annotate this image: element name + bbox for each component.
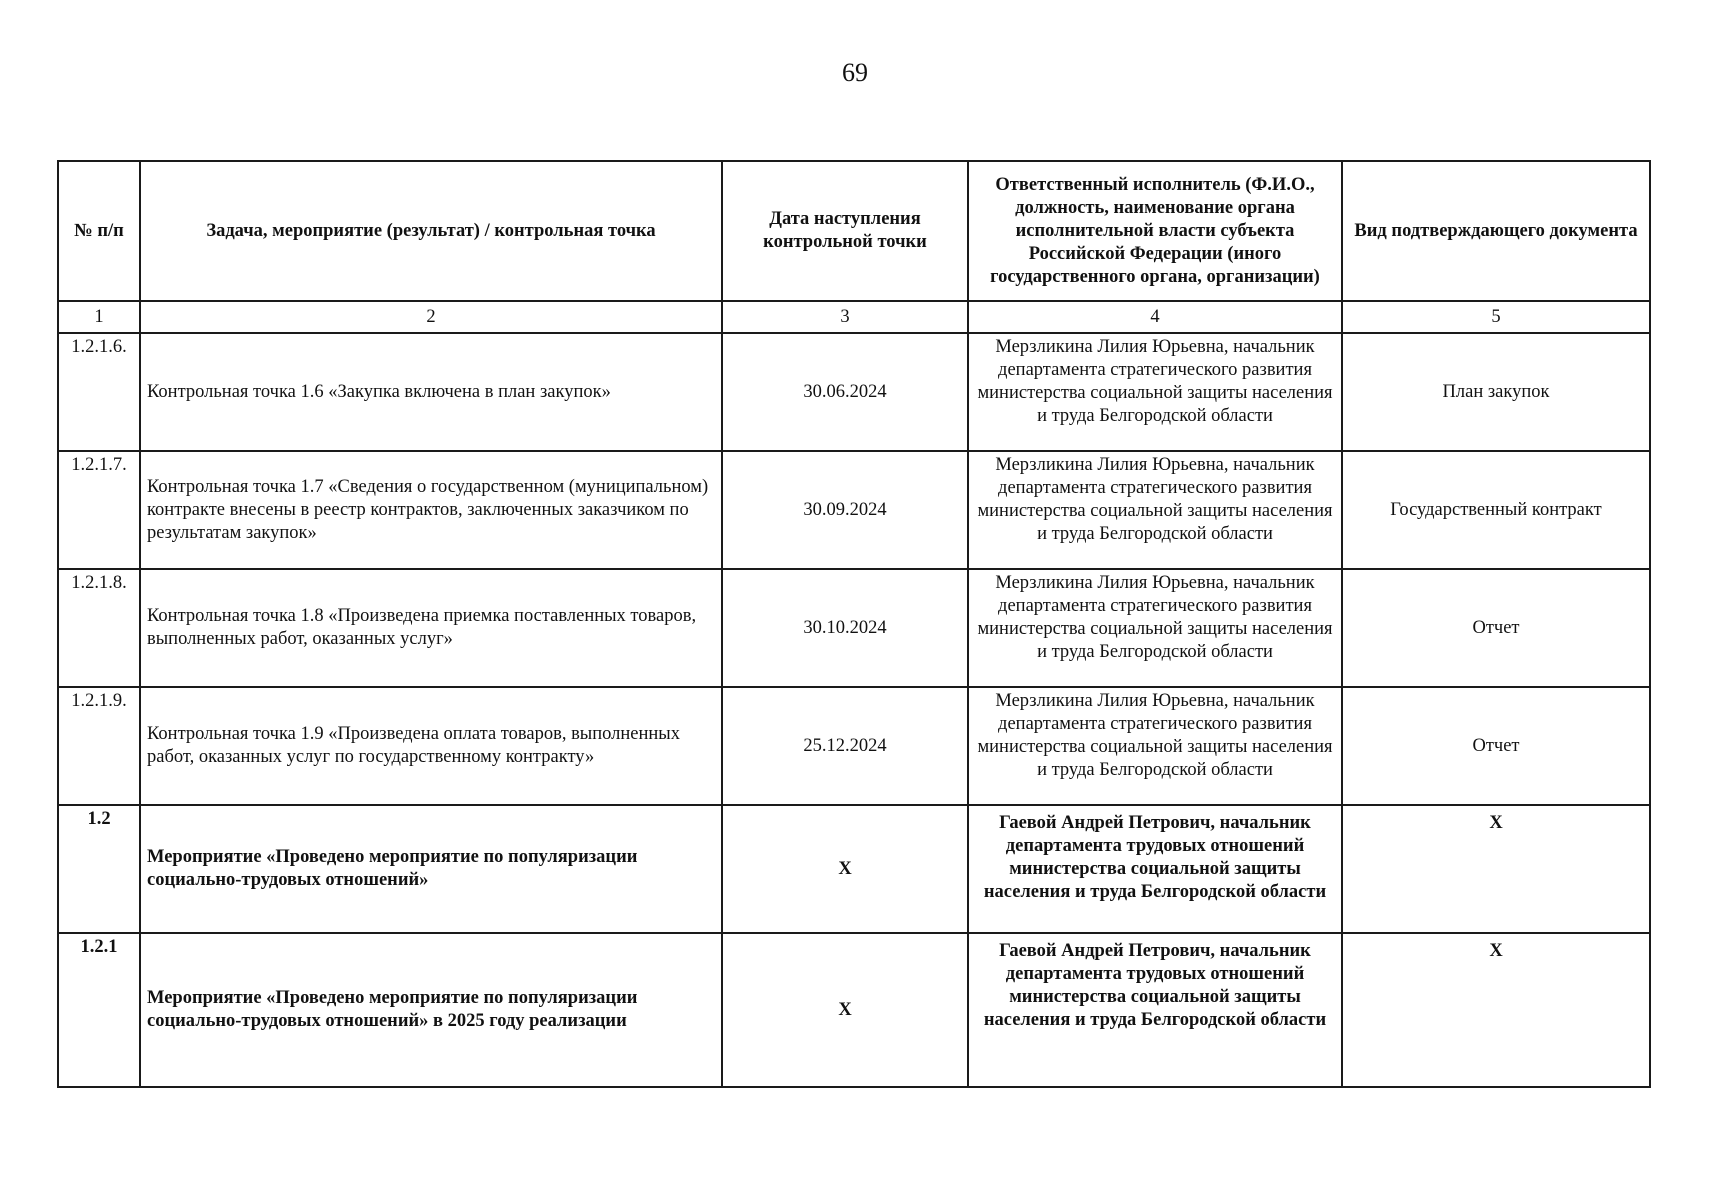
header-date: Дата наступления контрольной точки [722,161,968,301]
header-doctype: Вид подтверждающего документа [1342,161,1650,301]
table-row [58,933,1650,1087]
table-row [58,687,1650,805]
row-responsible: Мерзликина Лилия Юрьевна, начальник департамента стратегического развития министерства социальной защиты населения и труда Белгородской области [968,687,1342,805]
row-doctype: X [1342,933,1650,1087]
row-responsible: Мерзликина Лилия Юрьевна, начальник департамента стратегического развития министерства социальной защиты населения и труда Белгородской области [968,569,1342,687]
row-date: X [722,805,968,933]
row-task: Контрольная точка 1.6 «Закупка включена в план закупок» [140,333,722,451]
row-date: 30.10.2024 [722,569,968,687]
row-doctype: Отчет [1342,687,1650,805]
row-responsible: Мерзликина Лилия Юрьевна, начальник департамента стратегического развития министерства социальной защиты населения и труда Белгородской области [968,451,1342,569]
row-doctype: X [1342,805,1650,933]
table-row [58,805,1650,933]
row-doctype: План закупок [1342,333,1650,451]
row-date: 25.12.2024 [722,687,968,805]
row-task: Контрольная точка 1.8 «Произведена приемка поставленных товаров, выполненных работ, оказанных услуг» [140,569,722,687]
row-number: 1.2.1.7. [58,451,140,569]
column-number: 5 [1342,301,1650,333]
column-number: 2 [140,301,722,333]
row-doctype: Государственный контракт [1342,451,1650,569]
column-number: 1 [58,301,140,333]
row-doctype: Отчет [1342,569,1650,687]
row-task: Контрольная точка 1.7 «Сведения о государственном (муниципальном) контракте внесены в реестр контрактов, заключенных заказчиком по результатам закупок» [140,451,722,569]
row-number: 1.2.1.9. [58,687,140,805]
table-header-row [58,161,1650,301]
row-responsible: Гаевой Андрей Петрович, начальник департамента трудовых отношений министерства социальной защиты населения и труда Белгородской области [968,933,1342,1087]
row-responsible: Мерзликина Лилия Юрьевна, начальник департамента стратегического развития министерства социальной защиты населения и труда Белгородской области [968,333,1342,451]
page-number: 69 [842,58,868,87]
row-responsible: Гаевой Андрей Петрович, начальник департамента трудовых отношений министерства социальной защиты населения и труда Белгородской области [968,805,1342,933]
header-task: Задача, мероприятие (результат) / контрольная точка [140,161,722,301]
row-task: Мероприятие «Проведено мероприятие по популяризации социально-трудовых отношений» [140,805,722,933]
header-num: № п/п [58,161,140,301]
table-row [58,333,1650,451]
table-row [58,451,1650,569]
row-date: 30.06.2024 [722,333,968,451]
control-points-table [57,160,1651,1088]
column-number: 4 [968,301,1342,333]
row-date: 30.09.2024 [722,451,968,569]
row-task: Контрольная точка 1.9 «Произведена оплата товаров, выполненных работ, оказанных услуг по государственному контракту» [140,687,722,805]
column-number-row [58,301,1650,333]
row-number: 1.2.1.6. [58,333,140,451]
row-task: Мероприятие «Проведено мероприятие по популяризации социально-трудовых отношений» в 2025 году реализации [140,933,722,1087]
row-date: X [722,933,968,1087]
column-number: 3 [722,301,968,333]
table-row [58,569,1650,687]
header-responsible: Ответственный исполнитель (Ф.И.О., должность, наименование органа исполнительной власти субъекта Российской Федерации (иного государственного органа, организации) [968,161,1342,301]
row-number: 1.2.1 [58,933,140,1087]
row-number: 1.2 [58,805,140,933]
row-number: 1.2.1.8. [58,569,140,687]
